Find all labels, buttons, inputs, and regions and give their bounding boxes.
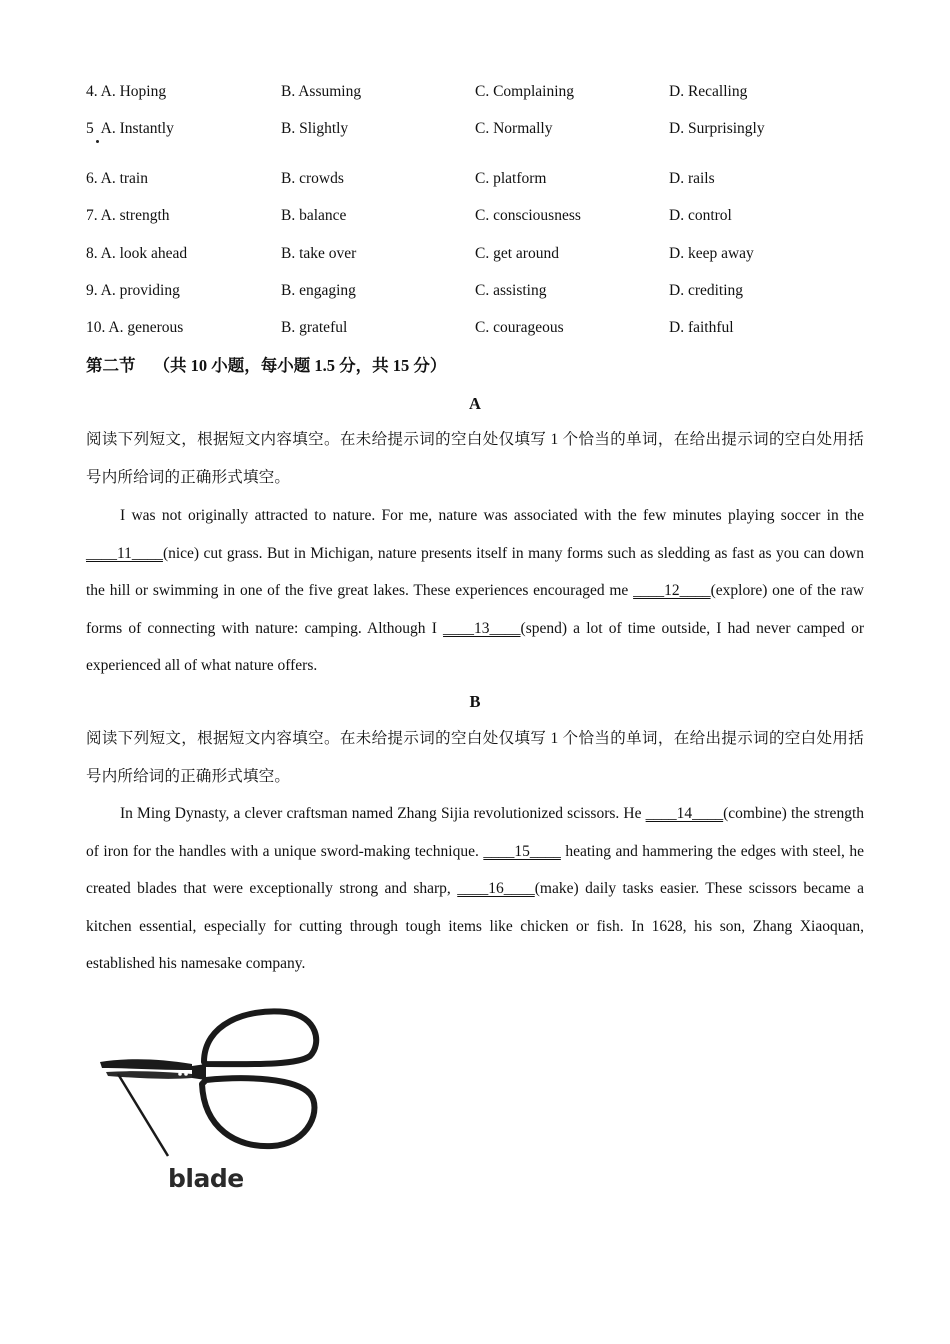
options-row-5 bbox=[86, 118, 886, 140]
blank-11[interactable]: ____11____ bbox=[86, 544, 163, 562]
options-row-10 bbox=[86, 317, 886, 339]
section-info: （共 10 小题，每小题 1.5 分，共 15 分） bbox=[153, 356, 447, 375]
option-d: D. Surprisingly bbox=[669, 120, 765, 137]
section-title: 第二节 bbox=[86, 356, 136, 375]
option-a: 6. A. train bbox=[86, 170, 148, 187]
option-b: B. Slightly bbox=[281, 120, 349, 137]
option-c: C. consciousness bbox=[475, 207, 581, 224]
passage-text: (explore) one of the raw forms of connecting with nature: camping. Although I bbox=[86, 582, 865, 637]
passage-text: I was not originally attracted to nature. For me, nature was associated with the few minutes playing soccer in the bbox=[120, 507, 864, 524]
option-d: D. keep away bbox=[669, 245, 754, 262]
passage-text: In Ming Dynasty, a clever craftsman named Zhang Sijia revolutionized scissors. He bbox=[120, 805, 646, 822]
options-row-6 bbox=[86, 168, 886, 190]
option-d: D. Recalling bbox=[669, 83, 748, 100]
passage-text: (combine) the strength of iron for the handles with a unique sword-making technique. bbox=[86, 805, 864, 860]
option-c: C. get around bbox=[475, 245, 559, 262]
scissors-icon bbox=[96, 1004, 332, 1174]
options-row-4 bbox=[86, 81, 886, 103]
section-heading bbox=[86, 354, 446, 378]
option-b: B. Assuming bbox=[281, 83, 362, 100]
option-d: D. faithful bbox=[669, 319, 734, 336]
options-row-9 bbox=[86, 280, 886, 302]
option-b: B. engaging bbox=[281, 282, 356, 299]
part-a-instruction: 阅读下列短文，根据短文内容填空。在未给提示词的空白处仅填写 1 个恰当的单词，在给出提示词的空白处用括号内所给词的正确形式填空。 bbox=[86, 431, 864, 486]
part-b-label: B bbox=[469, 692, 481, 711]
option-a: 7. A. strength bbox=[86, 207, 170, 224]
option-b: B. crowds bbox=[281, 170, 344, 187]
part-b-passage bbox=[86, 795, 864, 983]
option-a: 10. A. generous bbox=[86, 319, 184, 336]
option-a: 9. A. providing bbox=[86, 282, 180, 299]
option-a: 5 A. Instantly bbox=[86, 120, 174, 137]
passage-text: (make) daily tasks easier. These scissors became a kitchen essential, especially for cutting through tough items like chicken or fish. In 1628, his son, Zhang Xiaoquan, established his namesake company. bbox=[86, 880, 864, 972]
option-d: D. control bbox=[669, 207, 732, 224]
stray-dot bbox=[96, 140, 99, 143]
option-d: D. rails bbox=[669, 170, 715, 187]
blank-13[interactable]: ____13____ bbox=[443, 619, 521, 637]
option-c: C. Normally bbox=[475, 120, 553, 137]
passage-text: heating and hammering the edges with steel, he created blades that were exceptionally strong and sharp, bbox=[86, 842, 864, 897]
option-d: D. crediting bbox=[669, 282, 744, 299]
option-c: C. assisting bbox=[475, 282, 547, 299]
option-b: B. balance bbox=[281, 207, 347, 224]
option-a: 8. A. look ahead bbox=[86, 245, 188, 262]
options-row-7 bbox=[86, 205, 886, 227]
blade-label: blade bbox=[168, 1164, 244, 1193]
options-row-8 bbox=[86, 243, 886, 265]
option-b: B. grateful bbox=[281, 319, 348, 336]
part-a-label: A bbox=[469, 394, 481, 413]
blank-12[interactable]: ____12____ bbox=[633, 582, 711, 599]
part-b-instruction: 阅读下列短文，根据短文内容填空。在未给提示词的空白处仅填写 1 个恰当的单词，在给出提示词的空白处用括号内所给词的正确形式填空。 bbox=[86, 730, 864, 785]
option-a: 4. A. Hoping bbox=[86, 83, 167, 100]
blank-15[interactable]: ____15____ bbox=[483, 842, 561, 860]
part-a-passage bbox=[86, 497, 864, 685]
option-c: C. courageous bbox=[475, 319, 564, 336]
scissors-figure bbox=[96, 1004, 332, 1204]
option-c: C. Complaining bbox=[475, 83, 575, 100]
option-b: B. take over bbox=[281, 245, 357, 262]
passage-text: (spend) a lot of time outside, I had never camped or experienced all of what nature offers. bbox=[86, 619, 864, 674]
blank-16[interactable]: ____16____ bbox=[457, 880, 535, 897]
passage-text: (nice) cut grass. But in Michigan, nature presents itself in many forms such as sledding as fast as you can down the hill or swimming in one of the five great lakes. These experiences encouraged me bbox=[86, 544, 864, 599]
option-c: C. platform bbox=[475, 170, 547, 187]
blank-14[interactable]: ____14____ bbox=[645, 805, 724, 822]
